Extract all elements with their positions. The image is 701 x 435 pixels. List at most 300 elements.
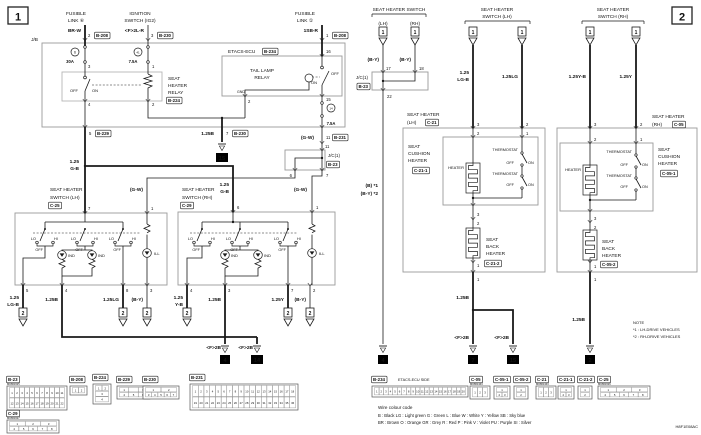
connector-pin-number: 27 xyxy=(239,400,243,405)
connector-ref: B-208 xyxy=(334,33,346,38)
contact-bus xyxy=(115,244,131,246)
hi-contact xyxy=(130,241,133,244)
label: FUSIBLE xyxy=(295,12,315,17)
ground-point xyxy=(507,346,519,364)
label: HEATER xyxy=(408,159,428,164)
connector-label: B-234 xyxy=(373,377,385,382)
label: HEATER xyxy=(448,165,464,170)
connector-pin-number: 4 xyxy=(211,389,214,394)
label: 1 xyxy=(640,137,643,142)
label: ON xyxy=(528,161,534,165)
label: 7 xyxy=(88,206,91,211)
connector-pin-number: 13 xyxy=(15,401,19,406)
label: OFF xyxy=(506,183,514,187)
page-link-number: 2 xyxy=(121,311,125,317)
label: 3 xyxy=(228,288,231,293)
connector-pinout xyxy=(93,374,112,404)
label: HEATER xyxy=(658,162,678,167)
wire xyxy=(222,259,228,271)
label: BACK xyxy=(602,247,616,252)
wire xyxy=(144,224,150,233)
junction-dot xyxy=(84,165,86,167)
connector-pin-number: 5 xyxy=(22,427,25,431)
legend-line-2: BR : Brown O : Orange GR : Grey R : Red P : Pink V : Violet PU : Purple SI : Silver xyxy=(378,420,532,425)
label: 2 xyxy=(88,33,91,38)
connector-pin-number: 6 xyxy=(623,393,625,397)
connector-pin-number: 6 xyxy=(32,427,34,431)
connector-pin-number: 14 xyxy=(268,389,272,394)
label: 3 xyxy=(594,216,597,221)
page-link-number: 1 xyxy=(634,30,638,36)
label: IND xyxy=(264,253,271,258)
label: ON xyxy=(642,185,648,189)
contact-bus xyxy=(280,244,296,246)
connector-label: B-208 xyxy=(71,377,83,382)
label: (RH) xyxy=(409,22,421,27)
page-link-arrow xyxy=(284,308,292,326)
connector-pin-number: 24 xyxy=(222,400,226,405)
label: OFF xyxy=(620,185,628,189)
connector-pin-number: 3 xyxy=(101,392,103,396)
hi-contact xyxy=(247,241,250,244)
connector-pin-number: 3 xyxy=(47,422,50,426)
group-bracket xyxy=(465,21,530,24)
connector-pinout xyxy=(70,376,88,395)
contact-bus xyxy=(232,244,248,246)
connector-pin-number: 21 xyxy=(205,400,209,405)
connector-pin-number: 10 xyxy=(55,390,59,395)
connector-pin-number: 2 xyxy=(562,393,565,397)
page-link-arrowhead-icon xyxy=(411,38,419,45)
connector-ref: C-05-1 xyxy=(662,171,676,176)
label: <F>2B xyxy=(454,336,469,341)
ground-triangle-icon xyxy=(254,348,259,353)
connector-pin-number: 16 xyxy=(443,389,447,394)
connector-pin-number: 17 xyxy=(448,389,452,394)
connector-pin-number: 13 xyxy=(262,389,266,394)
wire xyxy=(144,74,152,90)
lo-contact xyxy=(36,241,39,244)
connector-pin-number: 2 xyxy=(623,388,625,392)
label: 1 xyxy=(316,205,319,210)
fuse-terminal xyxy=(147,46,150,49)
connector-pin-number: 2 xyxy=(584,393,586,397)
page-link-arrow xyxy=(19,308,27,326)
fuse xyxy=(129,46,150,64)
wire xyxy=(225,271,258,276)
label: IND xyxy=(231,253,238,258)
thermostat-arm xyxy=(636,156,641,165)
ground-id: 4 xyxy=(223,358,227,364)
thermostat-contact xyxy=(521,152,527,166)
label: 11 xyxy=(326,135,331,140)
connector-pin-number: 22 xyxy=(60,401,64,406)
connector-pin-number: 14 xyxy=(20,401,24,406)
fuse-rating: 7.5A xyxy=(326,121,336,126)
fuse-terminal xyxy=(84,61,87,64)
page-link-number: 1 xyxy=(520,30,524,36)
label: (RH) xyxy=(652,123,663,128)
connector-pin-number: 1 xyxy=(152,388,155,392)
thermostat-terminal xyxy=(635,154,637,156)
label: SEAT xyxy=(408,145,421,150)
connector-code: MU801627 xyxy=(7,417,20,421)
connector-ref: B-208 xyxy=(96,33,108,38)
ground-triangle-icon xyxy=(222,348,227,353)
connector-label: B-230 xyxy=(144,377,156,382)
label: 3 xyxy=(477,212,480,217)
ground-id: 7 xyxy=(471,358,475,364)
page-link-arrow xyxy=(469,27,477,45)
connector-pin-number: 12 xyxy=(10,401,14,406)
connector-code: MU801625 xyxy=(7,383,20,387)
connector-pin-number: 2 xyxy=(498,393,501,397)
connector-ref: B-23 xyxy=(328,162,338,167)
label: SWITCH (RH) xyxy=(182,196,213,201)
switch-contact-unit xyxy=(114,228,133,246)
label: HI xyxy=(94,237,98,241)
label: ILL xyxy=(154,251,160,256)
label: THERMOSTAT xyxy=(492,148,518,152)
connector-pinout xyxy=(598,376,651,399)
ground-id: 15 xyxy=(509,358,517,364)
label: 1.25Y xyxy=(271,298,284,303)
switch-arm xyxy=(40,229,45,241)
ground-id: 15 xyxy=(218,156,226,162)
label: SWITCH (LH) xyxy=(482,15,512,20)
label: HI xyxy=(54,237,58,241)
connector-pin-number: 25 xyxy=(228,400,232,405)
label: 2 xyxy=(594,225,597,230)
label: 2 xyxy=(526,122,529,127)
label: 1.25B xyxy=(456,296,469,301)
label: 1.25 xyxy=(459,71,469,76)
ground-triangle-icon xyxy=(219,146,224,151)
page-link-number: 1 xyxy=(588,30,592,36)
label: 2 xyxy=(313,288,316,293)
page-link-arrowhead-icon xyxy=(518,38,526,45)
ground-point xyxy=(468,346,478,364)
connector-pin-number: 1 xyxy=(520,388,522,392)
label: SEAT HEATER xyxy=(596,8,630,13)
hi-contact xyxy=(92,241,95,244)
fuse-rating: 7.5A xyxy=(128,59,138,64)
label: 2 xyxy=(152,102,155,107)
label: 3 xyxy=(150,288,153,293)
connector-pin-number: 7 xyxy=(403,389,405,394)
label: OFF xyxy=(113,248,121,252)
ground-id: 14 xyxy=(253,358,261,364)
label: ON xyxy=(311,80,317,85)
connector-ref: B-234 xyxy=(264,49,276,54)
lamp-icon xyxy=(308,249,317,258)
label: HI xyxy=(211,237,215,241)
label: ON xyxy=(642,163,648,167)
contact-bus xyxy=(194,244,210,246)
label: <F>2L-R xyxy=(124,29,144,34)
connector-pin-number: 5 xyxy=(132,393,135,397)
label: 4 xyxy=(88,102,91,107)
connector-pin-number: 17 xyxy=(285,389,289,394)
connector-pin-number: 6 xyxy=(223,389,225,394)
ground-id: 4 xyxy=(381,358,385,364)
label: 5 xyxy=(89,131,92,136)
label: GND xyxy=(237,90,245,94)
label: OFF xyxy=(331,71,339,76)
connector-ref: C-05 xyxy=(674,122,684,127)
seat-cushion-heater-lh-box xyxy=(443,137,538,205)
connector-label: C-21-2 xyxy=(579,377,593,382)
label: LO xyxy=(187,237,193,241)
connector-pinout xyxy=(372,376,469,397)
page-link-arrowhead-icon xyxy=(379,38,387,45)
label: 17 xyxy=(386,66,391,71)
connector-pin-number: 16 xyxy=(30,401,34,406)
connector-pin-number: 26 xyxy=(233,400,237,405)
label: LO xyxy=(273,237,279,241)
switch-arm xyxy=(235,229,240,241)
page-link-arrowhead-icon xyxy=(119,319,127,326)
connector-pin-number: 30 xyxy=(256,400,260,405)
connector-ref: C-21-2 xyxy=(486,261,500,266)
label: CUSHION xyxy=(658,155,681,160)
connector-pin-number: 2 xyxy=(16,390,18,395)
connector-ref: C-05-2 xyxy=(602,262,616,267)
connector-pin-number: 4 xyxy=(389,389,392,394)
page-link-arrowhead-icon xyxy=(143,319,151,326)
legend xyxy=(378,405,532,425)
label: ON xyxy=(528,183,534,187)
switch-arm xyxy=(197,229,202,241)
lamp-icon xyxy=(58,251,67,260)
label: SEAT xyxy=(658,148,671,153)
page-link-arrow xyxy=(411,27,419,45)
connector-pin-number: 23 xyxy=(216,400,220,405)
label: <F>2B xyxy=(494,336,509,341)
label: SWITCH (IG2) xyxy=(124,19,156,24)
label: FUSIBLE xyxy=(66,12,86,17)
label: 3 xyxy=(594,122,597,127)
connector-pin-number: 19 xyxy=(45,401,49,406)
thermostat-contact xyxy=(521,175,527,189)
connector-pin-number: 3 xyxy=(206,389,208,394)
label: SWITCH (LH) xyxy=(50,196,80,201)
label: THERMOSTAT xyxy=(606,174,632,178)
note-line-1: *1 : LH-DRIVE VEHICLES xyxy=(633,327,680,332)
connector-code: MU801626 xyxy=(598,383,611,387)
fuse-number: 14 xyxy=(329,106,333,111)
connector-pin-number: 8 xyxy=(51,427,53,431)
connector-ref: B-23 xyxy=(358,84,368,89)
connector-pin-number: 2 xyxy=(520,393,522,397)
label: 1.25LG xyxy=(502,75,518,80)
connector-pin-number: 1 xyxy=(123,388,125,392)
label: 1.25 xyxy=(9,296,19,301)
label: 1.25B xyxy=(45,298,58,303)
label: HI xyxy=(132,237,136,241)
label: 1.25 xyxy=(173,296,183,301)
label: 7 xyxy=(326,173,329,178)
page-2-number: 2 xyxy=(678,11,686,24)
label: RELAY xyxy=(254,76,270,81)
connector-pin-number: 8 xyxy=(46,390,48,395)
contact-terminal xyxy=(84,76,87,79)
label: 15 xyxy=(326,97,331,102)
page-link-number: 2 xyxy=(21,311,25,317)
label: ON xyxy=(92,88,98,93)
label: G-B xyxy=(70,167,79,172)
switch-contact-unit xyxy=(76,228,95,246)
connector-pin-number: 1 xyxy=(607,388,610,392)
connector-pin-number: 20 xyxy=(50,401,54,406)
label: SWITCH (RH) xyxy=(597,15,629,20)
label: BR-W xyxy=(67,29,81,34)
label: OFF xyxy=(75,248,83,252)
connector-pin-number: 9 xyxy=(412,389,414,394)
label: 1.25B xyxy=(208,298,221,303)
label: LINK ⑥ xyxy=(67,19,85,24)
connector-pin-number: 3 xyxy=(550,390,552,395)
label: SEAT HEATER xyxy=(182,188,215,193)
connector-pin-number: 8 xyxy=(642,393,644,397)
connector-label: C-25 xyxy=(599,377,609,382)
wire xyxy=(309,224,315,233)
label: 4 xyxy=(190,288,193,293)
connector-pin-number: 11 xyxy=(420,389,424,394)
fuse-terminal xyxy=(84,46,87,49)
label: 1 xyxy=(477,263,480,268)
note-line-2: *2 : RH-DRIVE VEHICLES xyxy=(633,334,681,339)
junction-dot xyxy=(382,80,384,82)
connector-pin-number: 7 xyxy=(41,390,43,395)
label: <F>2B xyxy=(206,346,221,351)
junction-dot xyxy=(472,197,474,199)
label: (G-W) xyxy=(129,188,143,193)
connector-pin-number: 18 xyxy=(452,389,456,394)
connector-pinout xyxy=(190,374,299,410)
label: OFF xyxy=(230,248,238,252)
lamp-icon xyxy=(221,251,230,260)
thermostat-terminal xyxy=(635,166,637,168)
connector-pin-number: 28 xyxy=(245,400,249,405)
connector-pin-number: 15 xyxy=(438,389,443,394)
connector-pin-number: 7 xyxy=(632,393,635,397)
connector-pin-number: 15 xyxy=(273,389,278,394)
lamp-icon xyxy=(143,249,152,258)
connector-pin-number: 5 xyxy=(613,393,616,397)
connector-pinout xyxy=(470,376,491,399)
connector-pin-number: 32 xyxy=(268,400,272,405)
page-link-arrow xyxy=(632,27,640,45)
page-link-arrowhead-icon xyxy=(586,38,594,45)
connector-pinout xyxy=(143,376,180,399)
label: 7 xyxy=(226,131,229,136)
label: ILL xyxy=(319,251,325,256)
label: LO xyxy=(30,237,36,241)
wire xyxy=(85,79,90,91)
connector-ref: C-29 xyxy=(182,203,192,208)
label: IGNITION xyxy=(129,12,151,17)
connector-pin-number: 1 xyxy=(474,390,476,395)
label: <F>2B xyxy=(238,346,253,351)
connector-pinout xyxy=(578,376,595,399)
page-link-number: 1 xyxy=(471,30,475,36)
label: HI xyxy=(249,237,253,241)
connector-pin-number: 8 xyxy=(407,389,410,394)
switch-contact-unit xyxy=(193,228,212,246)
connector-pin-number: 1 xyxy=(74,388,77,393)
page-link-arrow xyxy=(518,27,526,45)
connector-pin-number: 19 xyxy=(193,400,197,405)
legend-title: Wire colour code xyxy=(378,405,413,410)
label: 18 xyxy=(419,66,424,71)
page-link-arrow xyxy=(183,308,191,326)
connector-label: B-229 xyxy=(118,377,130,382)
label: HEATER xyxy=(602,254,622,259)
connector-pin-number: 1 xyxy=(584,388,586,392)
label: 2 xyxy=(248,99,251,104)
label: LINK ① xyxy=(296,19,314,24)
label: TAIL LAMP xyxy=(250,69,274,74)
connector-pin-number: 2 xyxy=(80,388,83,393)
label: SEAT HEATER SWITCH xyxy=(372,8,426,13)
ground-triangle-icon xyxy=(380,348,385,353)
ground-point xyxy=(585,346,595,364)
page-link-number: 2 xyxy=(286,311,290,317)
ground-triangle-icon xyxy=(510,348,515,353)
connector-pin-number: 1 xyxy=(194,389,197,394)
thermostat-terminal xyxy=(521,187,523,189)
label: IND xyxy=(98,253,105,258)
contact-bus xyxy=(77,244,93,246)
fuse xyxy=(66,46,86,64)
ground-point xyxy=(216,144,228,162)
thermostat-arm xyxy=(636,179,641,188)
connector-pin-number: 3 xyxy=(385,389,387,394)
label: Y-B xyxy=(175,303,183,308)
label: SEAT HEATER xyxy=(480,8,514,13)
label: 1 xyxy=(594,277,597,282)
page-markers xyxy=(8,7,692,24)
label: 7 xyxy=(291,288,294,293)
label: 1 xyxy=(477,277,480,282)
fuse-number: 6 xyxy=(74,50,76,55)
connector-pin-number: 2 xyxy=(32,422,34,426)
connector-pin-number: 13 xyxy=(429,389,433,394)
page-link-number: 2 xyxy=(145,311,149,317)
connector-pin-number: 1 xyxy=(11,390,13,395)
connector-pin-number: 1 xyxy=(540,390,542,395)
label: LG-B xyxy=(457,78,469,83)
label: 3 xyxy=(151,33,154,38)
hi-contact xyxy=(209,241,212,244)
connector-pin-number: 15 xyxy=(25,401,29,406)
connector-pinout xyxy=(494,376,511,399)
switch-arm xyxy=(283,229,288,241)
connector-pinout xyxy=(514,376,531,399)
connector-pin-number: 33 xyxy=(273,400,278,405)
page-link-arrow xyxy=(586,27,594,45)
connector-pin-number: 6 xyxy=(166,393,168,397)
label: 2 xyxy=(594,137,597,142)
junction-dot xyxy=(224,336,226,338)
label: 2 xyxy=(640,122,643,127)
connector-pin-number: 3 xyxy=(638,388,641,392)
connector-pin-number: 11 xyxy=(251,389,255,394)
page-link-arrowhead-icon xyxy=(306,319,314,326)
connector-pin-number: 16 xyxy=(279,389,283,394)
connector-pin-number: 5 xyxy=(160,393,162,397)
